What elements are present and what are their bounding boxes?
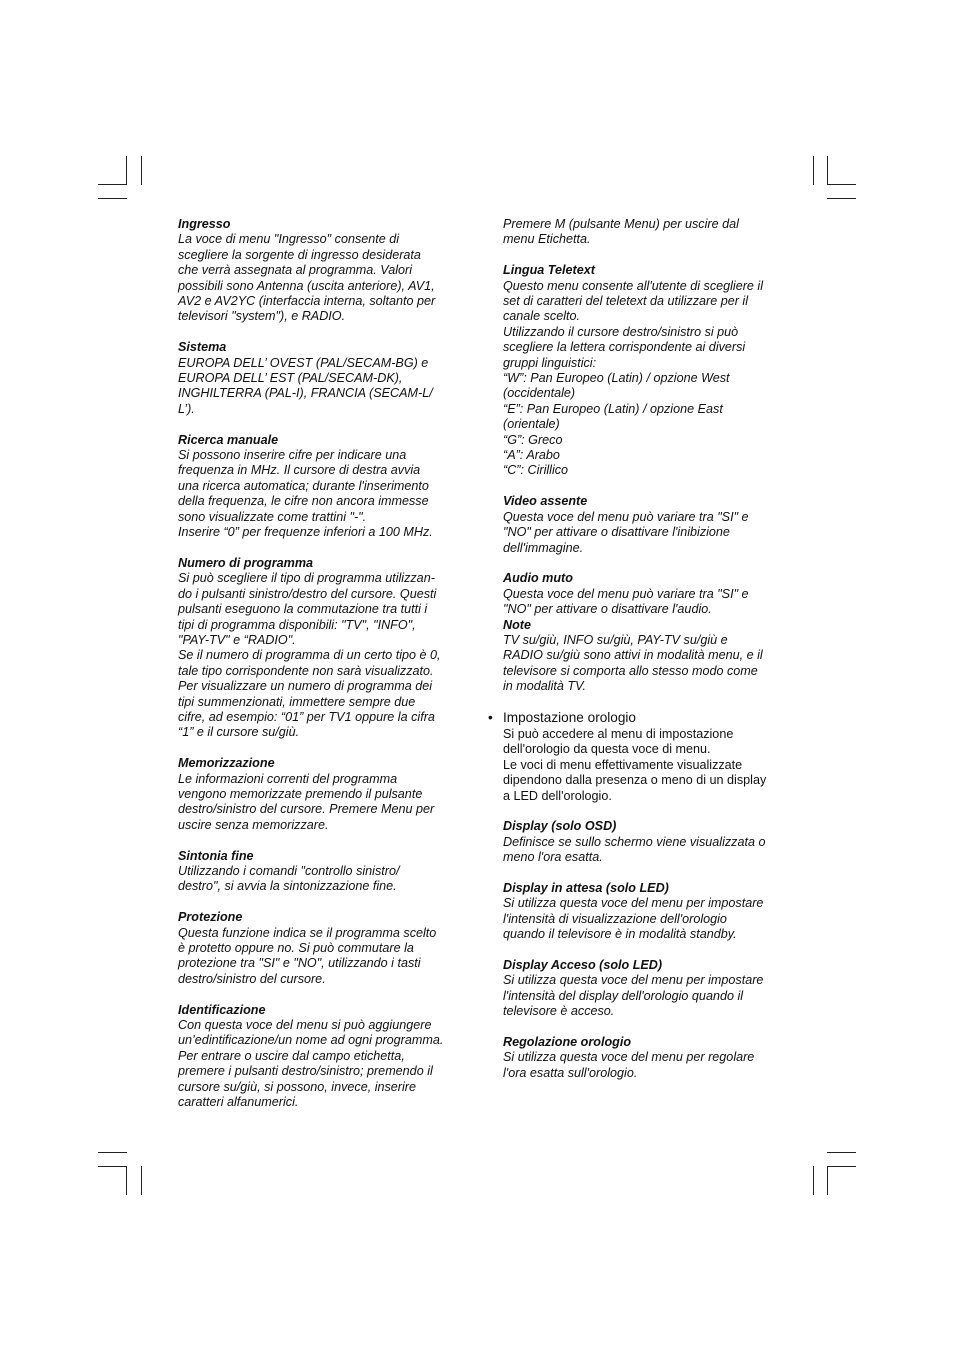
section-lingua-teletext <box>503 263 799 479</box>
section-display-acceso <box>503 958 799 1020</box>
crop-mark-tr-v1 <box>813 156 814 185</box>
section-body: Si utilizza questa voce del menu per impostare l'intensità del display dell'orologio quando il televisore è acceso. <box>503 973 764 1019</box>
section-body: Si può scegliere il tipo di programma utilizzan- do i pulsanti sinistro/destro del cursore. Questi pulsanti eseguono la commutazione tra tutti i tipi di programma disponibili: "TV", "INFO", "PAY-TV" e “RADIO". Se il numero di programma di un certo tipo è 0, tale tipo corrispondente non sarà visualizzato. Per visualizzare un numero di programma dei tipi summenzionati, immettere sempre due cifre, ad esempio: “01” per TV1 oppure la cifra “1” e il cursore su/giù. <box>178 571 441 740</box>
section-display-osd <box>503 819 799 865</box>
left-column <box>178 217 474 1126</box>
section-display-attesa <box>503 881 799 943</box>
section-heading: Memorizzazione <box>178 756 275 771</box>
section-heading: Lingua Teletext <box>503 263 595 278</box>
crop-mark-tr-v2 <box>827 156 828 185</box>
crop-mark-br-v2 <box>827 1166 828 1195</box>
crop-mark-bl-v2 <box>141 1166 142 1195</box>
section-audio-muto <box>503 571 799 694</box>
section-body: La voce di menu "Ingresso" consente di scegliere la sorgente di ingresso desiderata che verrà assegnata al programma. Valori possibili sono Antenna (uscita anteriore), AV1, AV2 e AV2YC (interfaccia interna, soltanto per televisori "system"), e RADIO. <box>178 232 436 324</box>
crop-mark-br-h2 <box>827 1166 856 1167</box>
section-heading: Sintonia fine <box>178 848 254 863</box>
note-body: TV su/giù, INFO su/giù, PAY-TV su/giù e RADIO su/giù sono attivi in modalità menu, e il televisore si comporta allo stesso modo come in modalità TV. <box>503 632 763 694</box>
note-heading: Note <box>503 617 531 632</box>
section-body: Si possono inserire cifre per indicare una frequenza in MHz. Il cursore di destra avvia una ricerca automatica; durante l'inserimento della frequenza, le cifre non ancora immesse sono visualizzate come trattini "-". Inserire “0” per frequenze inferiori a 100 MHz. <box>178 448 433 540</box>
right-column <box>488 217 799 1097</box>
section-body: Questa voce del menu può variare tra "SI" e "NO" per attivare o disattivare l'inibizione dell'immagine. <box>503 509 749 555</box>
section-heading: Display Acceso (solo LED) <box>503 957 663 972</box>
crop-mark-tl-v2 <box>141 156 142 185</box>
section-body: EUROPA DELL’ OVEST (PAL/SECAM-BG) e EUROPA DELL’ EST (PAL/SECAM-DK), INGHILTERRA (PAL-I), FRANCIA (SECAM-L/ L’). <box>178 355 433 416</box>
section-body: Premere M (pulsante Menu) per uscire dal menu Etichetta. <box>503 217 739 247</box>
crop-mark-tr-h1 <box>827 184 856 185</box>
section-body: Utilizzando i comandi "controllo sinistro/ destro", si avvia la sintonizzazione fine. <box>178 863 400 894</box>
section-sintonia-fine <box>178 849 474 895</box>
bullet-icon: • <box>488 709 493 725</box>
section-heading: Audio muto <box>503 571 573 586</box>
section-impostazione-orologio <box>488 709 799 804</box>
crop-mark-bl-h1 <box>98 1152 127 1153</box>
section-heading: Identificazione <box>178 1002 266 1017</box>
section-heading: Ingresso <box>178 217 231 231</box>
section-body: Questo menu consente all'utente di scegliere il set di caratteri del teletext da utilizzare per il canale scelto. Utilizzando il cursore destro/sinistro si può scegliere la lettera corrispondente ai diversi gruppi linguistici: “W”: Pan Europeo (Latin) / opzione West (occidentale) “E”: Pan Europeo (Latin) / opzione East (orientale) “G”: Greco “A”: Arabo “C”: Cirillico <box>503 278 764 478</box>
section-body: Questa voce del menu può variare tra "SI" e "NO" per attivare o disattivare l'audio. <box>503 586 749 617</box>
section-numero-programma <box>178 556 474 741</box>
bullet-heading-text: Impostazione orologio <box>503 709 636 725</box>
section-heading: Protezione <box>178 910 243 925</box>
section-heading: Ricerca manuale <box>178 432 279 447</box>
crop-mark-tl-h2 <box>98 198 127 199</box>
crop-mark-tl-v1 <box>126 156 127 185</box>
section-identificazione <box>178 1003 474 1111</box>
section-body: Definisce se sullo schermo viene visualizzata o meno l'ora esatta. <box>503 834 766 865</box>
section-video-assente <box>503 494 799 556</box>
crop-mark-bl-v1 <box>126 1166 127 1195</box>
crop-mark-br-v1 <box>813 1166 814 1195</box>
section-body: Con questa voce del menu si può aggiungere un’edintificazione/un nome ad ogni programma. Per entrare o uscire dal campo etichetta, premere i pulsanti destro/sinistro; premendo il cursore su/giù, si possono, invece, inserire caratteri alfanumerici. <box>178 1018 444 1110</box>
section-ingresso <box>178 217 474 325</box>
section-body: Le informazioni correnti del programma vengono memorizzate premendo il pulsante destro/sinistro del cursore. Premere Menu per uscire senza memorizzare. <box>178 771 435 832</box>
section-heading: Video assente <box>503 494 588 509</box>
section-sistema <box>178 340 474 417</box>
section-heading: Display (solo OSD) <box>503 819 617 834</box>
section-body: Questa funzione indica se il programma scelto è protetto oppure no. Si può commutare la protezione tra "SI" e "NO", utilizzando i tasti destro/sinistro del cursore. <box>178 925 437 986</box>
crop-mark-tr-h2 <box>827 198 856 199</box>
section-ricerca-manuale <box>178 433 474 541</box>
section-protezione <box>178 910 474 987</box>
section-memorizzazione <box>178 756 474 833</box>
section-body: Si può accedere al menu di impostazione dell'orologio da questa voce di menu. Le voci di menu effettivamente visualizzate dipendono dalla presenza o meno di un display a LED dell'orologio. <box>503 726 767 803</box>
bullet-heading <box>488 709 799 726</box>
section-heading: Sistema <box>178 340 227 355</box>
crop-mark-bl-h2 <box>98 1166 127 1167</box>
section-heading: Display in attesa (solo LED) <box>503 880 669 895</box>
section-etichetta-exit <box>503 217 799 248</box>
section-heading: Numero di programma <box>178 555 314 570</box>
crop-mark-br-h1 <box>827 1152 856 1153</box>
section-body: Si utilizza questa voce del menu per regolare l'ora esatta sull'orologio. <box>503 1050 755 1080</box>
crop-mark-tl-h1 <box>98 184 127 185</box>
section-regolazione-orologio <box>503 1035 799 1081</box>
section-body: Si utilizza questa voce del menu per impostare l'intensità di visualizzazione dell'orologio quando il televisore è in modalità standby. <box>503 896 764 942</box>
section-heading: Regolazione orologio <box>503 1035 632 1049</box>
